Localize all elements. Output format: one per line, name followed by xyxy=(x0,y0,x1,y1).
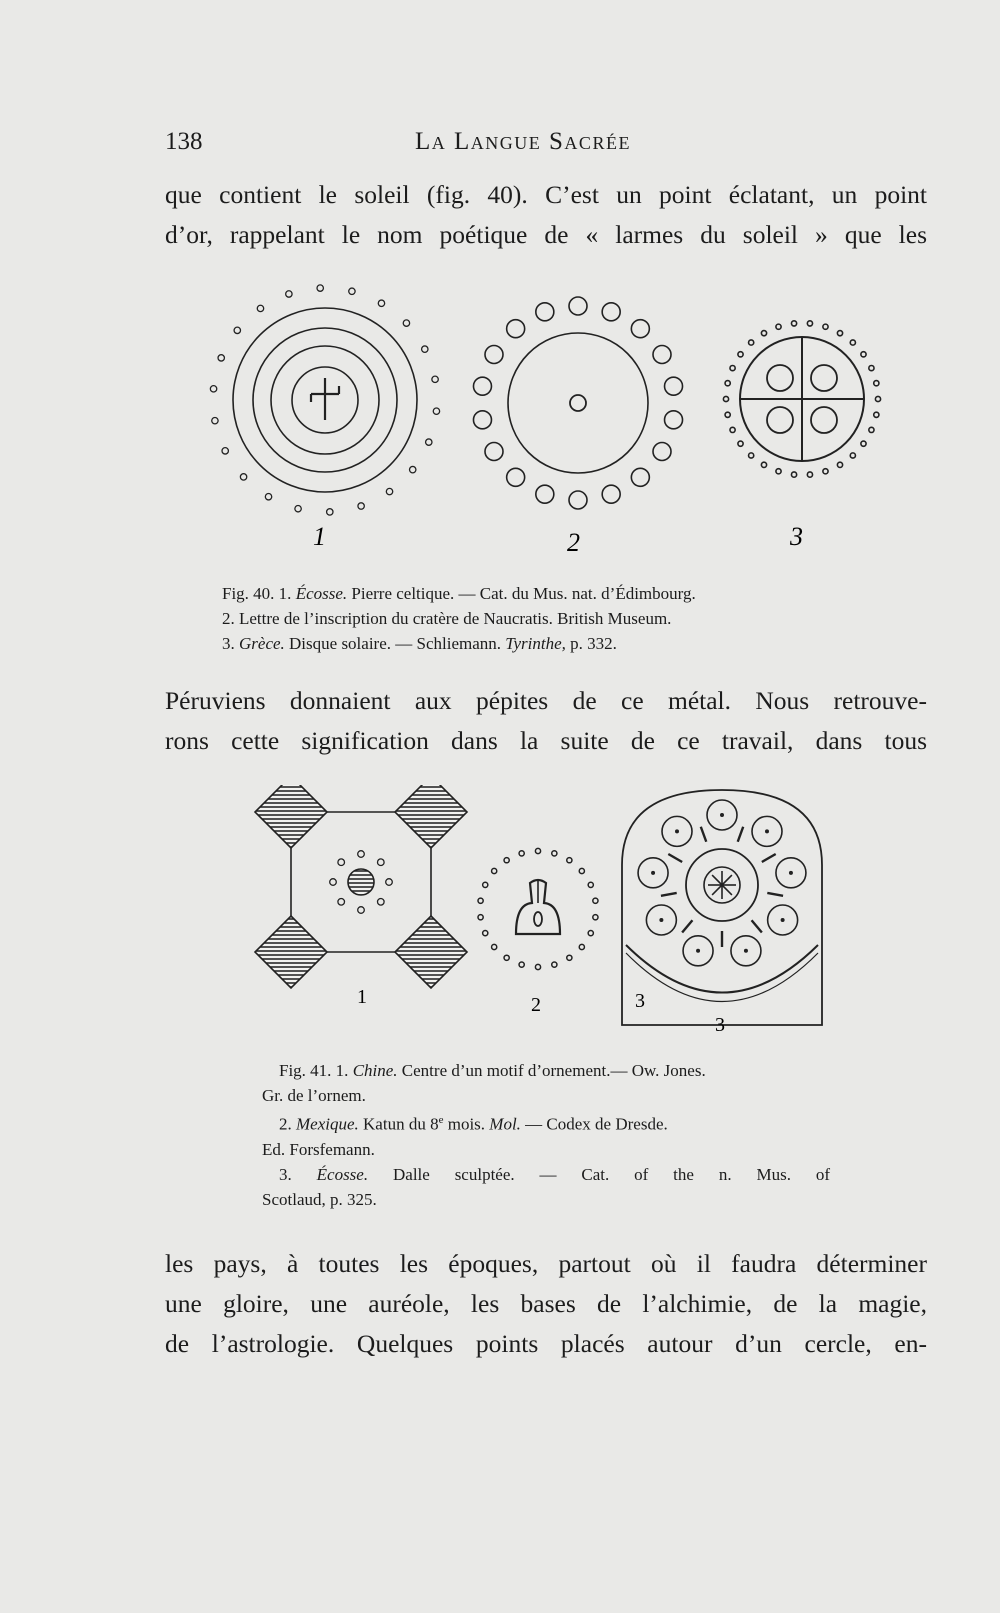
caption-line: 2. Lettre de l’inscription du cratère de Naucratis. British Museum. xyxy=(222,609,672,628)
naucratis-letter-drawing xyxy=(473,297,682,509)
figure-label: 2 xyxy=(531,994,541,1016)
dot-ring xyxy=(730,365,735,370)
figure-label: 3 xyxy=(715,1014,725,1036)
dot-ring xyxy=(265,494,271,500)
text-line: de l’astrologie. Quelques points placés autour d’un cercle, en- xyxy=(165,1329,927,1358)
dot-ring xyxy=(725,412,730,417)
dot-ring xyxy=(483,882,488,887)
dot-ring xyxy=(850,453,855,458)
spoke-mark xyxy=(762,854,776,862)
dot-ring xyxy=(212,417,218,423)
hatched-diamond xyxy=(395,785,467,848)
figure-41-caption xyxy=(262,1058,830,1212)
dot-ring xyxy=(386,879,393,886)
solar-disc-drawing xyxy=(723,321,880,477)
dot-ring xyxy=(386,488,392,494)
caption-line: 3. Écosse. Dalle sculptée. — Cat. of the n. Mus. of xyxy=(279,1164,830,1184)
star-ray xyxy=(722,885,732,895)
figure-40 xyxy=(0,275,1000,565)
dot-ring xyxy=(761,462,766,467)
dot-ring xyxy=(478,915,483,920)
dot-ring xyxy=(749,453,754,458)
spoke-mark xyxy=(767,893,783,896)
dot-ring xyxy=(338,898,345,905)
text-line: les pays, à toutes les époques, partout où il faudra déterminer xyxy=(165,1249,927,1278)
dot-ring xyxy=(338,859,345,866)
boss-dot xyxy=(789,871,793,875)
caption-line: 2. Mexique. Katun du 8e mois. Mol. — Codex de Dresde. xyxy=(279,1114,668,1134)
boss-dot xyxy=(765,829,769,833)
dot-ring xyxy=(519,962,524,967)
dot-ring xyxy=(432,376,438,382)
circle-ring xyxy=(536,485,554,503)
dot-ring xyxy=(874,412,879,417)
dot-ring xyxy=(791,472,796,477)
dot-ring xyxy=(823,324,828,329)
dot-ring xyxy=(869,427,874,432)
dot-ring xyxy=(579,868,584,873)
boss-dot xyxy=(781,918,785,922)
dot-ring xyxy=(433,408,439,414)
dot-ring xyxy=(875,396,880,401)
paragraph-middle xyxy=(165,681,927,761)
running-title: La Langue Sacrée xyxy=(415,128,631,155)
main-circle xyxy=(508,333,648,473)
dot-ring xyxy=(588,930,593,935)
star-ray xyxy=(722,875,732,885)
dot-ring xyxy=(240,474,246,480)
dot-ring xyxy=(378,300,384,306)
dot-ring xyxy=(861,352,866,357)
circle-ring xyxy=(602,485,620,503)
quadrant-circle xyxy=(811,407,837,433)
circle-ring xyxy=(653,346,671,364)
dot-ring xyxy=(218,355,224,361)
hatched-diamond xyxy=(255,916,327,988)
dot-ring xyxy=(823,469,828,474)
page-number: 138 xyxy=(165,128,203,155)
caption-line: Fig. 40. 1. Écosse. Pierre celtique. — Cat. du Mus. nat. d’Édimbourg. xyxy=(222,584,696,603)
glyph-mark xyxy=(534,912,542,926)
dot-ring xyxy=(504,955,509,960)
text-line: d’or, rappelant le nom poétique de « larmes du soleil » que les xyxy=(165,220,927,249)
circle-ring xyxy=(473,377,491,395)
figure-label: 3 xyxy=(790,522,803,551)
dot-ring xyxy=(807,472,812,477)
star-ray xyxy=(712,875,722,885)
dot-ring xyxy=(403,320,409,326)
circle-ring xyxy=(665,411,683,429)
hatched-diamond xyxy=(255,785,327,848)
dot-ring xyxy=(492,944,497,949)
spoke-mark xyxy=(668,854,682,862)
quadrant-circle xyxy=(767,407,793,433)
center-disc xyxy=(348,869,374,895)
figure-label: 1 xyxy=(357,986,367,1008)
dot-ring xyxy=(552,851,557,856)
cross-symbol xyxy=(311,378,339,420)
spoke-mark xyxy=(752,920,762,932)
dot-ring xyxy=(593,915,598,920)
dot-ring xyxy=(723,396,728,401)
spoke-mark xyxy=(738,827,743,842)
dot-ring xyxy=(426,439,432,445)
circle-ring xyxy=(485,443,503,461)
caption-line: Gr. de l’ornem. xyxy=(262,1086,366,1105)
scottish-slab-drawing xyxy=(622,790,822,1025)
boss-dot xyxy=(720,813,724,817)
spoke-mark xyxy=(701,827,706,842)
spoke-mark xyxy=(661,893,677,896)
dot-ring xyxy=(593,898,598,903)
quadrant-circle xyxy=(811,365,837,391)
dot-ring xyxy=(761,331,766,336)
dot-ring xyxy=(567,858,572,863)
figure-41 xyxy=(0,785,1000,1045)
dot-ring xyxy=(317,285,323,291)
text-line: que contient le soleil (fig. 40). C’est un point éclatant, un point xyxy=(165,180,927,209)
dot-ring xyxy=(295,506,301,512)
dot-ring xyxy=(869,365,874,370)
dot-ring xyxy=(552,962,557,967)
quadrant-circle xyxy=(767,365,793,391)
slab-arc xyxy=(626,953,818,1002)
caption-line: 3. Grèce. Disque solaire. — Schliemann. Tyrinthe, p. 332. xyxy=(222,634,617,653)
celtic-stone-drawing xyxy=(210,285,439,515)
dot-ring xyxy=(738,441,743,446)
circle-ring xyxy=(631,320,649,338)
caption-line: Scotlaud, p. 325. xyxy=(262,1189,377,1209)
dot-ring xyxy=(234,327,240,333)
center-circle xyxy=(570,395,586,411)
circle-ring xyxy=(665,377,683,395)
dot-ring xyxy=(358,503,364,509)
caption-line: Ed. Forsfemann. xyxy=(262,1139,375,1159)
slab-arc xyxy=(626,945,818,993)
dot-ring xyxy=(567,955,572,960)
star-ray xyxy=(712,885,722,895)
dot-ring xyxy=(588,882,593,887)
dot-ring xyxy=(725,381,730,386)
figure-label: 3 xyxy=(635,990,645,1012)
dot-ring xyxy=(327,509,333,515)
dot-ring xyxy=(358,907,365,914)
circle-ring xyxy=(473,411,491,429)
hatched-diamond xyxy=(395,916,467,988)
dot-ring xyxy=(861,441,866,446)
dot-ring xyxy=(837,331,842,336)
caption-line: Fig. 41. 1. Chine. Centre d’un motif d’ornement.— Ow. Jones. xyxy=(279,1061,706,1080)
circle-ring xyxy=(507,320,525,338)
circle-ring xyxy=(507,468,525,486)
circle-ring xyxy=(485,346,503,364)
dot-ring xyxy=(483,930,488,935)
text-line: rons cette signification dans la suite de ce travail, dans tous xyxy=(165,726,927,755)
dot-ring xyxy=(807,321,812,326)
dot-ring xyxy=(535,964,540,969)
paragraph-bottom xyxy=(165,1244,927,1364)
circle-ring xyxy=(631,468,649,486)
paragraph-top xyxy=(165,175,927,255)
dot-ring xyxy=(330,879,337,886)
boss-dot xyxy=(744,949,748,953)
circle-ring xyxy=(569,491,587,509)
dot-ring xyxy=(776,469,781,474)
dot-ring xyxy=(519,851,524,856)
dot-ring xyxy=(749,340,754,345)
dot-ring xyxy=(358,851,365,858)
chinese-ornament-drawing xyxy=(255,785,467,988)
dot-ring xyxy=(422,346,428,352)
figure-label: 1 xyxy=(313,522,326,551)
dot-ring xyxy=(738,352,743,357)
boss-dot xyxy=(696,949,700,953)
circle-ring xyxy=(602,303,620,321)
dot-ring xyxy=(504,858,509,863)
dot-ring xyxy=(286,291,292,297)
dot-ring xyxy=(730,427,735,432)
boss-dot xyxy=(675,829,679,833)
dot-ring xyxy=(492,868,497,873)
dot-ring xyxy=(874,381,879,386)
spoke-mark xyxy=(682,920,692,932)
circle-ring xyxy=(536,303,554,321)
figure-label: 2 xyxy=(567,528,580,557)
dot-ring xyxy=(579,944,584,949)
dot-ring xyxy=(377,859,384,866)
dot-ring xyxy=(257,305,263,311)
dot-ring xyxy=(535,848,540,853)
circle-ring xyxy=(653,443,671,461)
text-line: une gloire, une auréole, les bases de l’alchimie, de la magie, xyxy=(165,1289,927,1318)
dot-ring xyxy=(222,448,228,454)
dot-ring xyxy=(837,462,842,467)
dot-ring xyxy=(776,324,781,329)
dot-ring xyxy=(478,898,483,903)
running-head xyxy=(165,128,925,160)
dot-ring xyxy=(377,898,384,905)
dot-ring xyxy=(410,466,416,472)
figure-40-caption xyxy=(222,581,892,656)
dot-ring xyxy=(850,340,855,345)
boss-dot xyxy=(659,918,663,922)
boss-dot xyxy=(651,871,655,875)
dot-ring xyxy=(210,386,216,392)
circle-ring xyxy=(569,297,587,315)
dot-ring xyxy=(791,321,796,326)
text-line: Péruviens donnaient aux pépites de ce métal. Nous retrouve- xyxy=(165,686,927,715)
dot-ring xyxy=(349,288,355,294)
mexican-katun-drawing xyxy=(478,848,598,969)
